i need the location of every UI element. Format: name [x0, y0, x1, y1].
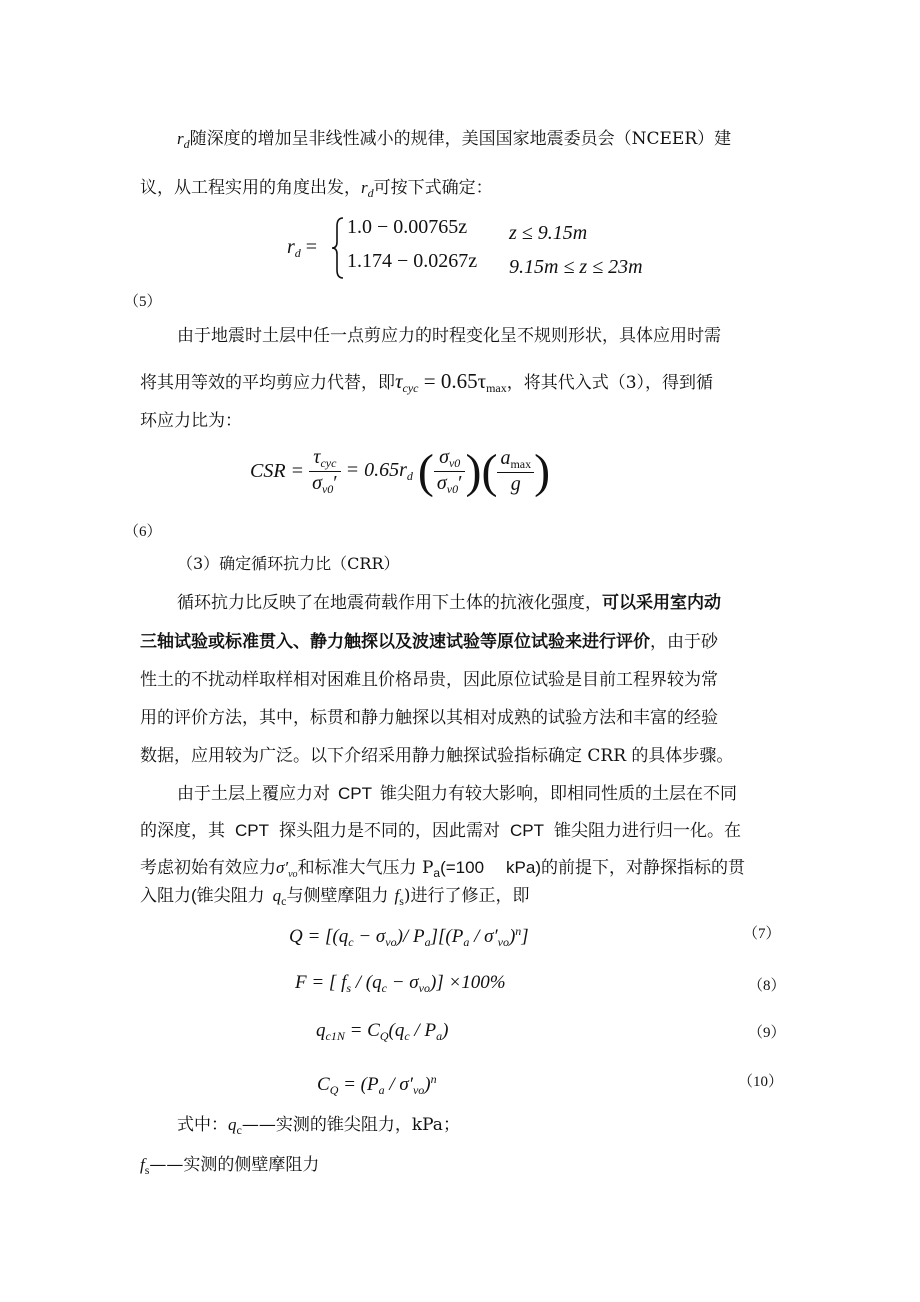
eq6-number: （6） [124, 524, 162, 540]
eq9-number: （9） [748, 1025, 786, 1041]
para4-line4: 入阻力(锥尖阻力 $q_c$与侧壁摩阻力 $f_s$)进行了修正，即 [140, 886, 530, 908]
para1-text2b: 可按下式确定： [373, 178, 493, 198]
eq5-number: （5） [124, 294, 162, 310]
eq6-fraction-3: $\frac{a_{max}}{g}$ [497, 447, 534, 496]
para3-line5: 数据，应用较为广泛。以下介绍采用静力触探试验指标确定 CRR 的具体步骤。 [140, 746, 734, 766]
para2-text2a: 将其用等效的平均剪应力代替，即 [140, 373, 395, 393]
eq10-number: （10） [738, 1074, 784, 1090]
equation-5 [287, 214, 687, 284]
definition-fs: $f_s——$实测的侧壁摩阻力 [140, 1155, 320, 1177]
para3-line2 [140, 631, 718, 653]
para2-text2b: ，将其代入式（3），得到循 [506, 373, 714, 393]
para3-line1 [177, 592, 721, 614]
sigma-vo-symbol: $\sigma'_{vo}$ [276, 858, 298, 880]
eq7-number: （7） [743, 926, 781, 942]
eq5-case1-expr: 1.0 − 0.00765z [347, 216, 468, 238]
cpt-label-3: CPT [510, 821, 544, 840]
para2-line1: 由于地震时土层中任一点剪应力的时程变化呈不规则形状，具体应用时需 [177, 326, 721, 346]
para1-text: 随深度的增加呈非线性减小的规律，美国国家地震委员会（NCEER）建 [189, 129, 732, 149]
equation-8: F = [ $f_s / (q_c - \sigma_{vo})] \times 100\%$ [295, 972, 506, 995]
para3-text1a: 循环抗力比反映了在地震荷载作用下土体的抗液化强度， [177, 593, 602, 613]
para1-line1 [177, 128, 731, 155]
eq6-mid: = $0.65r_d$ [345, 459, 413, 483]
para3-text2b: ，由于砂 [650, 632, 718, 652]
eq6-fraction-1: $\frac{\tau_{cyc}}{\sigma_{v0}'}$ [309, 446, 341, 497]
para1-text2a: 议，从工程实用的角度出发， [140, 178, 361, 198]
fs-symbol: $f_s$ [394, 886, 404, 908]
equation-10: $C_Q = (P_a / \sigma'_{vo})^n$ [317, 1072, 437, 1097]
tau-equation: $\tau_{cyc} = 0.65\tau_{max}$ [395, 369, 507, 395]
cpt-label-1: CPT [338, 784, 372, 803]
cpt-label-2: CPT [235, 821, 269, 840]
qc-symbol: $q_c$ [272, 886, 287, 908]
eq8-number: （8） [748, 978, 786, 994]
para3-line3: 性土的不扰动样取样相对困难且价格昂贵，因此原位试验是目前工程界较为常 [140, 670, 718, 690]
para4-line1: 由于土层上覆应力对 CPT 锥尖阻力有较大影响，即相同性质的土层在不同 [177, 784, 737, 804]
equation-9: $q_{c1N} = C_Q(q_c / P_a)$ [316, 1020, 449, 1043]
definition-qc: 式中：$q_c——$实测的锥尖阻力，kPa； [177, 1115, 460, 1137]
equation-6: CSR = $\frac{\tau_{cyc}}{\sigma_{v0}'}$ = $0.65r_d$ ( $\frac{\sigma_{v0}}{\sigma_{v0}'}$ )( $\frac{a_{max}}{g}$ ) [250, 445, 551, 498]
rd-symbol: $r_d$ [177, 129, 190, 151]
rd-symbol-2: $r_d$ [361, 178, 374, 200]
eq5-case1-cond: z ≤ 9.15m [509, 222, 588, 244]
para4-line3: 考虑初始有效应力$\sigma'_{vo}$和标准大气压力 $P_a(=100$ kPa)的前提下，对静探指标的贯 [140, 858, 746, 880]
section-heading-crr: （3）确定循环抗力比（CRR） [177, 554, 400, 573]
qc-def-symbol: $q_c$ [228, 1115, 242, 1137]
para1-line2 [140, 177, 493, 204]
eq5-case2-expr: 1.174 − 0.0267z [347, 250, 478, 272]
para3-bold2: 三轴试验或标准贯入、静力触探以及波速试验等原位试验来进行评价 [140, 632, 650, 652]
para2-line2 [140, 370, 713, 399]
eq6-lhs: CSR = [250, 460, 305, 482]
eq5-case2-cond: 9.15m ≤ z ≤ 23m [509, 256, 643, 278]
para3-line4: 用的评价方法，其中，标贯和静力触探以其相对成熟的试验方法和丰富的经验 [140, 708, 718, 728]
left-brace [331, 216, 345, 280]
para4-line2: 的深度，其 CPT 探头阻力是不同的，因此需对 CPT 锥尖阻力进行归一化。在 [140, 821, 741, 841]
equation-7: $Q = [(q_c - \sigma_{vo})/$ $P_a][(P_a / \sigma'_{vo})^n]$ [289, 924, 529, 949]
eq6-fraction-2: $\frac{\sigma_{v0}}{\sigma_{v0}'}$ [434, 446, 466, 497]
eq5-lhs: $r_d$ = [287, 236, 318, 260]
para3-bold1: 可以采用室内动 [602, 593, 721, 613]
fs-def-symbol: $f_s$ [140, 1155, 150, 1177]
para2-line3: 环应力比为： [140, 411, 242, 431]
